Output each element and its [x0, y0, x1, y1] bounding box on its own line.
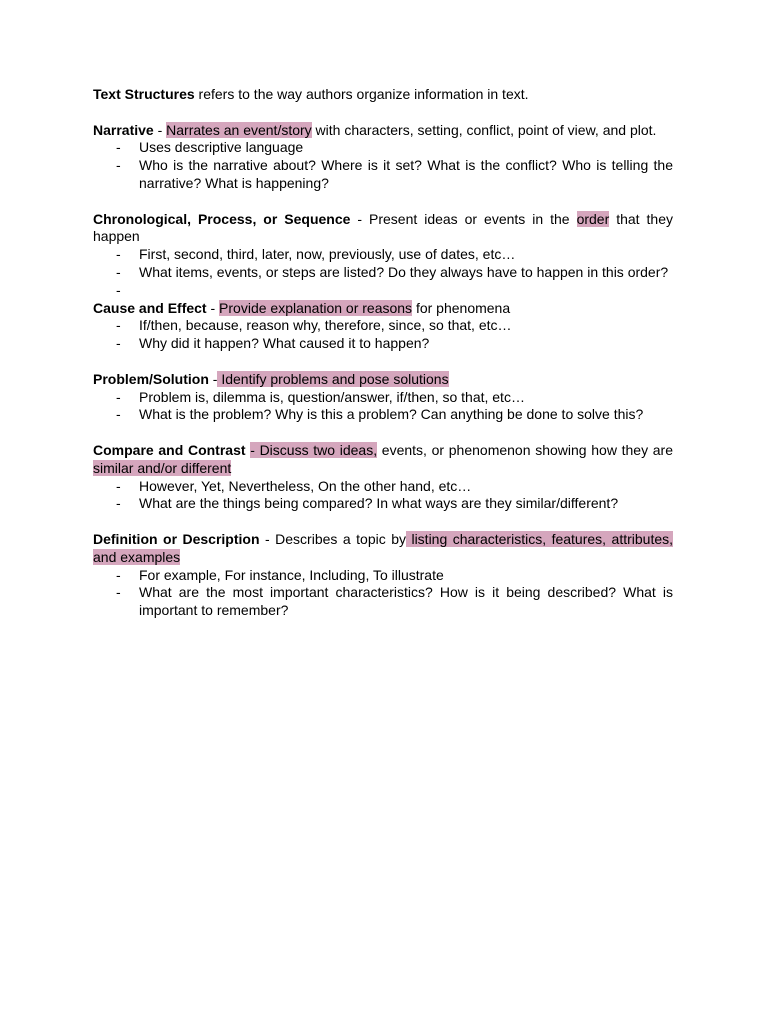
problem-definition	[93, 371, 673, 389]
definition-heading: Definition or Description	[93, 530, 260, 547]
definition-list	[93, 567, 673, 620]
cause-heading: Cause and Effect	[93, 299, 207, 316]
compare-highlight-1: - Discuss two ideas,	[250, 441, 378, 458]
list-item	[93, 246, 673, 264]
narrative-heading: Narrative	[93, 121, 154, 138]
list-item	[93, 389, 673, 407]
chronological-definition	[93, 211, 673, 247]
cause-list	[93, 317, 673, 353]
chronological-list	[93, 246, 673, 299]
narrative-text: with characters, setting, conflict, point of view, and plot.	[311, 121, 657, 138]
list-item	[93, 317, 673, 335]
dash-bullet: -	[116, 317, 121, 334]
compare-highlight-2: similar and/or different	[93, 459, 232, 476]
list-item-text: What are the things being compared? In what ways are they similar/different?	[139, 495, 619, 512]
list-item-text: Who is the narrative about? Where is it set? What is the conflict? Who is telling the narrative? What is happening?	[139, 157, 673, 191]
narrative-definition	[93, 122, 673, 140]
compare-heading: Compare and Contrast	[93, 441, 246, 458]
separator: -	[208, 370, 218, 387]
list-item-text: What items, events, or steps are listed? Do they always have to happen in this order?	[139, 263, 669, 280]
list-item	[93, 335, 673, 353]
dash-bullet: -	[116, 406, 121, 423]
narrative-list	[93, 139, 673, 192]
list-item-text: First, second, third, later, now, previously, use of dates, etc…	[139, 246, 516, 263]
chronological-highlight: order	[576, 210, 610, 227]
definition-highlight: listing characteristics, features, attributes, and examples	[93, 530, 674, 565]
compare-definition	[93, 442, 673, 478]
dash-bullet: -	[116, 566, 121, 583]
problem-highlight: Identify problems and pose solutions	[217, 370, 449, 387]
compare-list	[93, 478, 673, 514]
list-item	[93, 139, 673, 157]
chronological-text-end: that they happen	[93, 210, 673, 245]
dash-bullet: -	[116, 157, 121, 174]
cause-highlight: Provide explanation or reasons	[219, 299, 413, 316]
compare-text: events, or phenomenon showing how they are	[377, 441, 674, 458]
cause-definition	[93, 300, 673, 318]
list-item	[93, 157, 673, 193]
dash-bullet: -	[116, 388, 121, 405]
dash-bullet: -	[116, 246, 121, 263]
list-item-text: Problem is, dilemma is, question/answer, if/then, so that, etc…	[139, 388, 525, 405]
definition-definition	[93, 531, 673, 567]
dash-bullet: -	[116, 281, 121, 298]
dash-bullet: -	[116, 263, 121, 280]
list-item	[93, 567, 673, 585]
list-item-text: What are the most important characteristics? How is it being described? What is important to remember?	[139, 584, 673, 619]
chronological-heading: Chronological, Process, or Sequence	[93, 210, 351, 227]
separator: -	[153, 121, 167, 138]
list-item	[93, 264, 673, 282]
definition-text: - Describes a topic by	[259, 530, 406, 547]
dash-bullet: -	[116, 495, 121, 512]
list-item	[93, 584, 673, 620]
list-item-text: What is the problem? Why is this a problem? Can anything be done to solve this?	[139, 406, 644, 423]
dash-bullet: -	[116, 335, 121, 352]
list-item-text: For example, For instance, Including, To illustrate	[139, 566, 444, 583]
list-item	[93, 478, 673, 496]
list-item-text: However, Yet, Nevertheless, On the other hand, etc…	[139, 477, 472, 494]
list-item	[93, 495, 673, 513]
problem-list	[93, 389, 673, 425]
intro-title: Text Structures	[93, 86, 195, 102]
chronological-text: - Present ideas or events in the	[350, 210, 577, 227]
narrative-highlight: Narrates an event/story	[166, 121, 312, 138]
list-item-text: If/then, because, reason why, therefore, since, so that, etc…	[139, 317, 512, 334]
list-item	[93, 406, 673, 424]
list-item-text: Uses descriptive language	[139, 139, 304, 156]
intro-text: refers to the way authors organize information in text.	[194, 86, 529, 102]
cause-text: for phenomena	[412, 299, 511, 316]
list-item-empty	[93, 282, 673, 300]
separator: -	[206, 299, 220, 316]
list-item-text: Why did it happen? What caused it to happen?	[139, 335, 430, 352]
document-page	[93, 86, 673, 620]
dash-bullet: -	[116, 477, 121, 494]
dash-bullet: -	[116, 584, 121, 601]
problem-heading: Problem/Solution	[93, 370, 209, 387]
intro-paragraph	[93, 86, 673, 104]
dash-bullet: -	[116, 139, 121, 156]
